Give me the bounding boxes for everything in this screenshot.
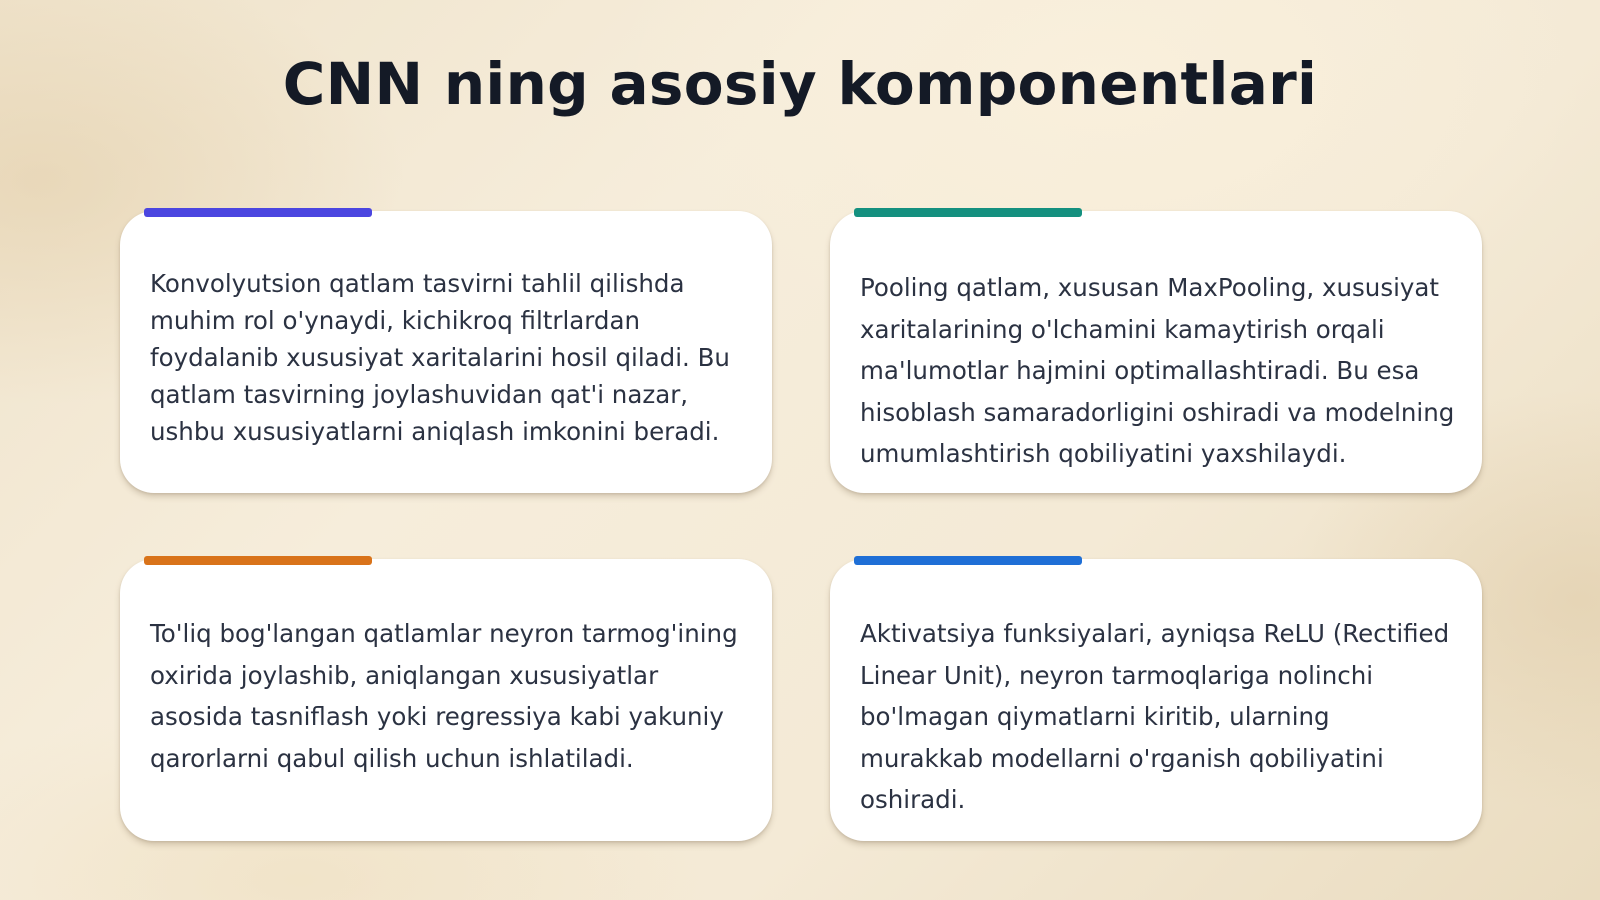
card-body [120,559,772,841]
slide-title: CNN ning asosiy komponentlari [282,50,1318,118]
card-accent-bar [144,208,372,217]
card-accent-bar [854,208,1082,217]
card-description: Konvolyutsion qatlam tasvirni tahlil qilishda muhim rol o'ynaydi, kichikroq filtrlardan foydalanib xususiyat xaritalarini hosil qiladi. Bu qatlam tasvirning joylashuvidan qat'i nazar, ushbu xususiyatlarni aniqlash imkonini beradi. [150,269,730,446]
card-accent-bar [144,556,372,565]
card-accent-bar [854,556,1082,565]
card-description: Pooling qatlam, xususan MaxPooling, xususiyat xaritalarining o'lchamini kamaytirish orqali ma'lumotlar hajmini optimallashtiradi. Bu esa hisoblash samaradorligini oshiradi va modelning umumlashtirish qobiliyatini yaxshilaydi. [860,273,1455,468]
card-body [830,211,1482,493]
card-description: Aktivatsiya funksiyalari, ayniqsa ReLU (Rectified Linear Unit), neyron tarmoqlariga nolinchi bo'lmagan qiymatlarni kiritib, ularning murakkab modellarni o'rganish qobiliyatini oshiradi. [860,619,1450,814]
card-description: To'liq bog'langan qatlamlar neyron tarmog'ining oxirida joylashib, aniqlangan xususiyatlar asosida tasniflash yoki regressiya kabi yakuniy qarorlarni qabul qilish uchun ishlatiladi. [150,619,738,773]
card-body [830,559,1482,841]
card-body [120,211,772,493]
